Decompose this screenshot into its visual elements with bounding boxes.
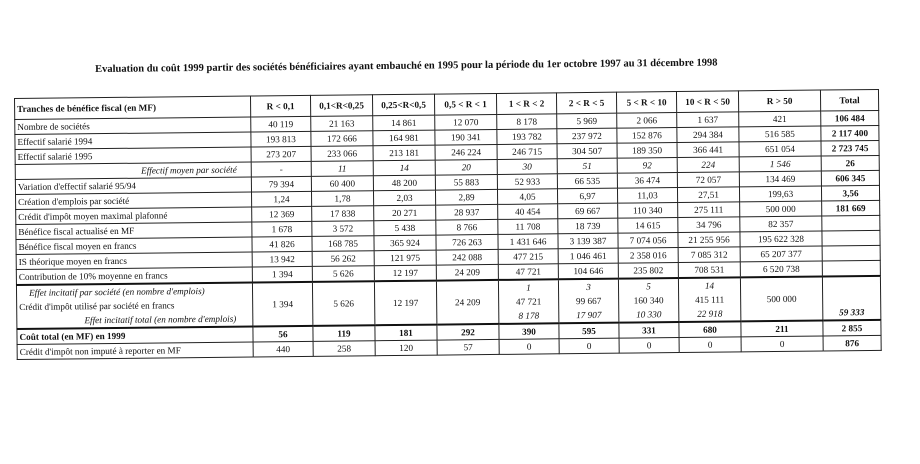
table-cell: 0 [741,336,823,352]
effet-value: 14 [704,280,715,291]
table-cell: 12 197 [374,265,436,281]
table-cell: 65 207 377 [740,246,822,262]
table-cell [618,278,678,323]
table-cell: 275 111 [678,202,740,218]
table-cell: 440 [253,341,313,357]
header-cell: 1 < R < 2 [496,93,556,115]
table-cell: 69 667 [558,203,618,219]
total-cell [822,276,880,321]
table-cell: 14 615 [618,218,678,234]
total-cell: 2 723 745 [821,140,879,156]
total-cell [822,230,880,246]
total-cell [822,260,880,276]
table-cell: 195 622 328 [740,231,822,247]
incitatif-label-2: Crédit d'impôt utilisé par société en francs [19,300,175,312]
table-cell: 2 066 [617,113,677,129]
row-label: Effectif salarié 1994 [15,132,251,149]
table-cell: 3 572 [312,221,374,237]
table-cell: 82 357 [740,216,822,232]
table-cell: 233 066 [311,146,373,162]
table-cell: 500 000 [740,201,822,217]
row-label: Bénéfice fiscal actualisé en MF [16,222,252,239]
table-cell: 11 [311,161,373,177]
table-cell: 708 531 [678,262,740,278]
table-cell: 242 088 [436,249,498,265]
table-cell: 14 [373,160,435,176]
table-cell: 1 678 [252,221,312,237]
row-label: Contribution de 10% moyenne en francs [16,267,252,285]
table-cell: 36 474 [617,173,677,189]
table-cell: 8 178 [497,114,557,130]
table-cell: 273 207 [251,146,311,162]
table-cell: 516 585 [739,126,821,142]
effet-total-value: 22 918 [697,308,723,319]
table-cell: 41 826 [252,236,312,252]
table-cell: 12 369 [252,206,312,222]
table-cell: 172 666 [311,131,373,147]
table-cell: 1 637 [677,112,739,128]
table-cell: 477 215 [498,249,558,265]
table-cell: 292 [437,324,499,340]
table-cell: 3 139 387 [558,233,618,249]
table-cell: 120 [375,340,437,356]
header-cell: 2 < R < 5 [556,92,616,114]
table-cell: 48 200 [373,175,435,191]
row-label: Nombre de sociétés [15,117,251,134]
credit-value: 415 111 [695,294,725,305]
table-cell: 304 507 [557,143,617,159]
row-label: Effectif salarié 1995 [15,147,251,164]
table-cell: 5 626 [312,266,374,282]
table-cell: 12 197 [374,281,436,326]
header-tranches: Tranches de bénéfice fiscal (en MF) [15,96,251,119]
total-cell: 3,56 [821,185,879,201]
table-cell: 190 341 [435,129,497,145]
table-cell: 164 981 [373,130,435,146]
table-cell: 11,03 [617,188,677,204]
table-cell: 11 708 [498,219,558,235]
table-cell: 4,05 [497,189,557,205]
table-cell: 30 [497,159,557,175]
table-cell: 20 271 [374,205,436,221]
table-cell: 21 163 [311,116,373,132]
table-cell: 421 [739,111,821,127]
header-cell: 5 < R < 10 [616,92,676,114]
table-cell: 199,63 [739,186,821,202]
header-cell: 0,25<R<0,5 [372,94,434,116]
effet-value: 5 [646,281,651,292]
effet-total-sum: 59 333 [839,307,865,318]
table-cell: 8 766 [436,219,498,235]
table-cell: 181 [375,325,437,341]
table-cell: 104 646 [558,263,618,279]
table-cell: 52 933 [497,174,557,190]
table-cell: 7 085 312 [678,247,740,263]
table-cell: 168 785 [312,236,374,252]
table-cell: 17 838 [312,206,374,222]
table-cell: 121 975 [374,250,436,266]
table-cell: 680 [679,321,741,337]
table-cell: 1 046 461 [558,248,618,264]
table-cell: 34 796 [678,217,740,233]
table-cell: 5 626 [312,281,374,326]
table-cell: 5 969 [557,113,617,129]
table-cell: 47 721 [498,264,558,280]
table-cell: 246 715 [497,144,557,160]
row-label: Bénéfice fiscal moyen en francs [16,237,252,254]
table-cell: 6 520 738 [740,261,822,277]
header-total: Total [820,89,878,111]
table-cell: 390 [499,323,559,339]
table-cell: 24 209 [436,264,498,280]
total-cell: 181 669 [822,200,880,216]
table-cell: 331 [619,322,679,338]
page-title: Evaluation du coût 1999 partir des sociétés bénéficiaires ayant embauché en 1995 pour la période du 1er octobre 1997 au 31 décembre 1998 [95,57,718,75]
table-cell: 134 469 [739,171,821,187]
incitatif-label-3: Effet incitatif total (en nombre d'emplois) [84,313,237,326]
table-cell: 12 070 [435,114,497,130]
table-cell: 13 942 [252,251,312,267]
credit-value: 160 340 [633,295,664,306]
table-cell: 110 340 [618,203,678,219]
table-cell: 72 057 [677,172,739,188]
table-cell [498,279,558,324]
table-cell: 66 535 [557,173,617,189]
table-cell: 20 [435,159,497,175]
table-cell: 0 [499,339,559,355]
table-cell [558,279,618,324]
table-cell: 14 861 [373,115,435,131]
table-cell: 1 394 [252,282,312,327]
table-cell: 726 263 [436,234,498,250]
table-cell [740,277,822,322]
table-cell: 40 454 [498,204,558,220]
table-cell: 40 119 [251,116,311,132]
table-cell: 2,03 [373,190,435,206]
credit-value: 99 667 [575,295,602,307]
total-cell: 2 117 400 [821,125,879,141]
table-cell: 0 [679,337,741,353]
table-cell: 224 [677,157,739,173]
table-cell: 56 262 [312,251,374,267]
table-cell: 79 394 [251,176,311,192]
table-cell [678,277,740,322]
cost-table-container [14,89,871,360]
table-cell: 246 224 [435,144,497,160]
table-cell: 119 [313,325,375,341]
header-cell: 0,1<R<0,25 [310,95,372,117]
table-cell: 211 [741,321,823,337]
table-cell: 651 054 [739,141,821,157]
table-cell: 1,24 [251,191,311,207]
row-label: Crédit d'impôt moyen maximal plafonné [16,207,252,224]
total-cell [822,245,880,261]
effet-total-value: 10 330 [636,309,662,320]
table-cell: 213 181 [373,145,435,161]
table-cell: 56 [253,326,313,342]
table-cell: 21 255 956 [678,232,740,248]
total-cell: 2 855 [823,320,881,336]
effet-total-value: 8 178 [518,310,540,321]
effet-value: 3 [586,281,591,293]
table-cell: 92 [617,158,677,174]
table-cell: 24 209 [436,280,498,325]
header-cell: 10 < R < 50 [676,91,738,113]
total-cell: 106 484 [821,110,879,126]
header-cell: R < 0,1 [250,95,310,117]
total-cell [822,215,880,231]
header-cell: R > 50 [738,90,820,112]
row-label: Coût total (en MF) en 1999 [17,327,253,345]
table-cell: 0 [559,338,619,354]
table-cell: 595 [559,323,619,339]
incitatif-label-1: Effet incitatif par société (en nombre d'emplois) [28,286,205,298]
table-cell: 5 438 [374,220,436,236]
effet-value: 1 [526,282,531,293]
row-label: Variation d'effectif salarié 95/94 [15,177,251,194]
table-cell: 193 813 [251,131,311,147]
credit-value: 500 000 [766,293,797,305]
table-cell: 51 [557,158,617,174]
row-label: Crédit d'impôt non imputé à reporter en MF [17,342,253,359]
total-cell: 876 [823,335,881,351]
table-cell: 366 441 [677,142,739,158]
table-cell: 235 802 [618,263,678,279]
table-cell: 1,78 [311,191,373,207]
table-cell: 2 358 016 [618,248,678,264]
credit-value: 47 721 [515,296,542,307]
table-cell: 60 400 [311,176,373,192]
header-cell: 0,5 < R < 1 [434,93,496,115]
row-label: Effectif moyen par société [15,162,251,179]
effet-total-value: 17 907 [576,309,602,321]
total-cell: 26 [821,155,879,171]
table-cell: 1 394 [252,266,312,282]
table-cell: 258 [313,341,375,357]
table-cell: 365 924 [374,235,436,251]
table-cell: 237 972 [557,128,617,144]
total-cell: 606 345 [821,170,879,186]
cost-table [14,89,882,360]
table-cell: 6,97 [557,188,617,204]
table-cell: 27,51 [677,187,739,203]
table-cell: 18 739 [558,218,618,234]
table-cell: 28 937 [436,204,498,220]
table-cell: 193 782 [497,129,557,145]
table-cell: 152 876 [617,128,677,144]
table-cell: 55 883 [435,174,497,190]
table-cell: 57 [437,339,499,355]
table-cell: 1 431 646 [498,234,558,250]
table-cell: 294 384 [677,127,739,143]
table-cell: - [251,161,311,177]
incitatif-labels [16,283,252,329]
row-label: IS théorique moyen en francs [16,252,252,269]
table-cell: 0 [619,338,679,354]
table-cell: 189 350 [617,143,677,159]
table-cell: 2,89 [435,189,497,205]
table-cell: 7 074 056 [618,233,678,249]
table-cell: 1 546 [739,156,821,172]
row-label: Création d'emplois par société [16,192,252,209]
